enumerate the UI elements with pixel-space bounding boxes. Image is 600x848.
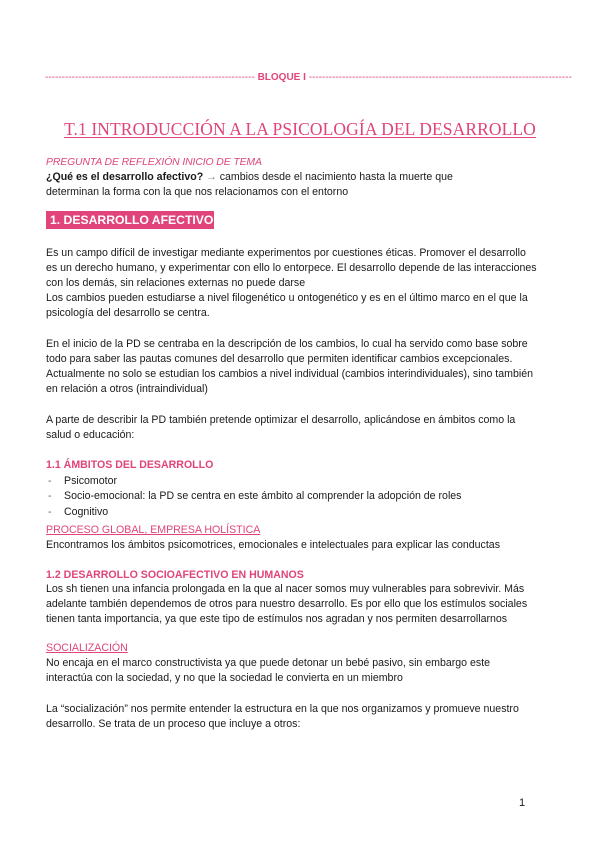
- section-heading-desarrollo-afectivo: 1. DESARROLLO AFECTIVO: [46, 211, 214, 229]
- paragraph-line: salud o educación:: [46, 429, 135, 441]
- paragraph-line: adelante también dependemos de otros para nuestro desarrollo. Es por ello que los estímulos sociales: [46, 598, 528, 610]
- list-item-text: Cognitivo: [64, 505, 109, 518]
- section-heading-socioafectivo: 1.2 DESARROLLO SOCIOAFECTIVO EN HUMANOS: [46, 569, 304, 581]
- paragraph-line: psicología del desarrollo se centra.: [46, 307, 210, 319]
- paragraph-line: Actualmente no solo se estudian los cambios a nivel individual (cambios interindividuales), sino también: [46, 368, 533, 380]
- arrow-icon: →: [203, 171, 220, 183]
- paragraph-line: Los sh tienen una infancia prolongada en la que al nacer somos muy vulnerables para sobrevivir. Más: [46, 583, 525, 595]
- section-heading-socializacion: SOCIALIZACIÓN: [46, 642, 128, 654]
- paragraph-line: A parte de describir la PD también pretende optimizar el desarrollo, aplicándose en ámbitos como la: [46, 414, 516, 426]
- paragraph-line: todo para saber las pautas comunes del desarrollo que permiten identificar cambios excepcionales.: [46, 353, 513, 365]
- list-dash: -: [48, 490, 52, 503]
- reflection-question: ¿Qué es el desarrollo afectivo?: [46, 171, 204, 183]
- paragraph-line: es un derecho humano, y experimentar con ello lo entorpece. El desarrollo depende de las interacciones: [46, 262, 537, 274]
- block-header-dashes-right: -------------------------------------------------------------------------------: [308, 72, 572, 83]
- reflection-answer-line-1: cambios desde el nacimiento hasta la muerte que: [219, 171, 453, 183]
- block-label: BLOQUE I: [257, 72, 306, 83]
- list-dash: -: [48, 505, 52, 518]
- list-dash: -: [48, 475, 52, 487]
- paragraph-line: desarrollo. Se trata de un proceso que incluye a otros:: [46, 718, 301, 730]
- list-item-text: Socio-emocional: la PD se centra en este ámbito al comprender la adopción de roles: [64, 490, 462, 503]
- section-heading-ambitos: 1.1 ÁMBITOS DEL DESARROLLO: [46, 459, 214, 471]
- paragraph-line: Los cambios pueden estudiarse a nivel filogenético u ontogenético y es en el último marco en el que la: [46, 292, 528, 304]
- paragraph-line: Es un campo difícil de investigar mediante experimentos por cuestiones éticas. Promover el desarrollo: [46, 247, 526, 259]
- ambitos-list: [48, 474, 461, 520]
- paragraph-line: en relación a otros (intraindividual): [46, 383, 208, 395]
- page-title: T.1 INTRODUCCIÓN A LA PSICOLOGÍA DEL DESARROLLO: [64, 119, 536, 139]
- paragraph-line: No encaja en el marco constructivista ya que puede detonar un bebé pasivo, sin embargo este: [46, 657, 491, 669]
- list-item: [48, 489, 461, 504]
- paragraph-line: tienen tanta importancia, ya que este tipo de estímulos nos agradan y nos permiten desarrollarnos: [46, 613, 508, 625]
- list-item: [48, 505, 461, 520]
- paragraph-line: La “socialización” nos permite entender la estructura en la que nos organizamos y promueve nuestro: [46, 703, 519, 715]
- reflection-answer-line-2: determinan la forma con la que nos relacionamos con el entorno: [46, 186, 349, 198]
- reflection-label: PREGUNTA DE REFLEXIÓN INICIO DE TEMA: [46, 157, 262, 168]
- paragraph-line: En el inicio de la PD se centraba en la descripción de los cambios, lo cual ha servido como base sobre: [46, 338, 528, 350]
- page-number: 1: [519, 797, 526, 809]
- paragraph-line: con los demás, sin relaciones externas no puede darse: [46, 277, 306, 289]
- block-header: [45, 72, 572, 83]
- block-header-dashes-left: ---------------------------------------------------------------: [45, 72, 255, 83]
- reflection-question-line: [46, 170, 453, 185]
- paragraph-line: Encontramos los ámbitos psicomotrices, emocionales e intelectuales para explicar las conductas: [46, 539, 500, 551]
- list-item: [48, 474, 461, 489]
- list-item-text: Psicomotor: [64, 475, 117, 487]
- section-heading-proceso-global: PROCESO GLOBAL, EMPRESA HOLÍSTICA: [46, 524, 261, 536]
- paragraph-line: interactúa con la sociedad, y no que la sociedad le convierta en un miembro: [46, 672, 403, 684]
